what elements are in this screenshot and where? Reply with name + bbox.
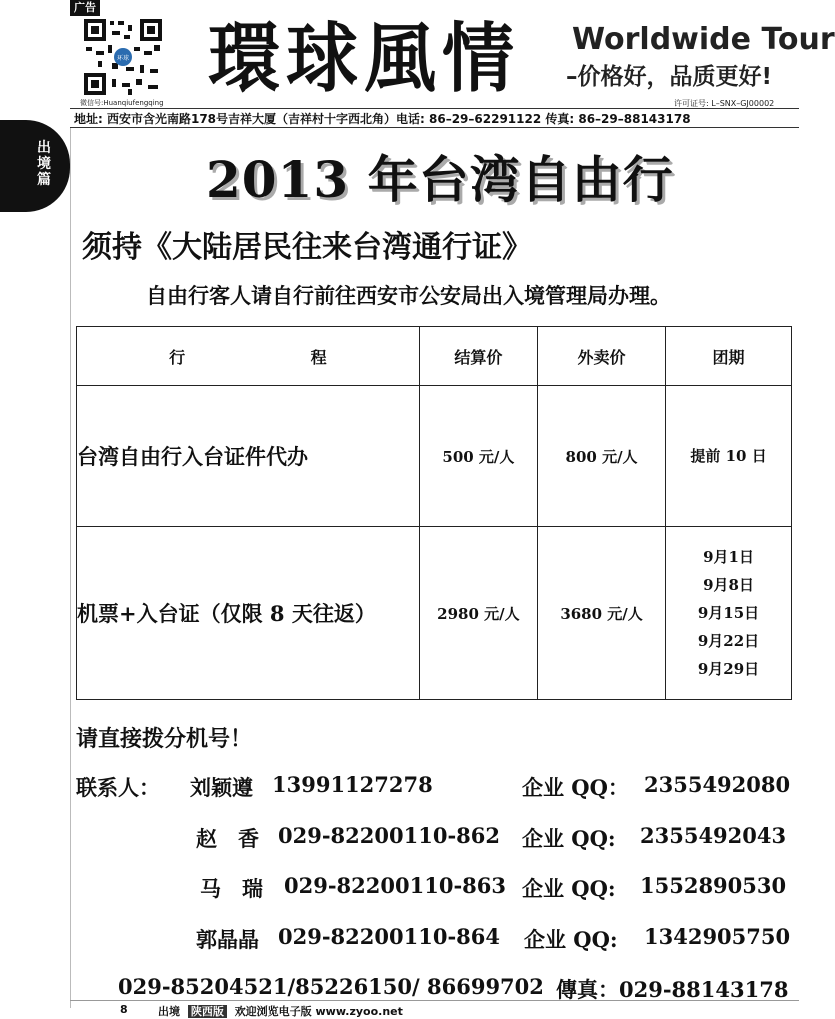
page-subtitle: 须持《大陆居民往来台湾通行证》 — [82, 230, 532, 265]
departure-date: 9月8日 — [703, 576, 754, 594]
settle-price-cell: 500 元/人 — [419, 386, 537, 527]
margin-divider — [70, 128, 71, 1008]
wechat-id: 微信号:Huanqiufengqing — [80, 99, 164, 107]
retail-price-cell: 3680 元/人 — [538, 527, 666, 700]
qq-label: 企业 QQ: — [522, 876, 616, 901]
contact-phone: 029-82200110-864 — [278, 924, 500, 949]
section-side-label: 出境篇 — [37, 140, 51, 188]
address-line: 地址: 西安市含光南路178号吉祥大厦（吉祥村十字西北角）电话: 86–29–62291122 传真: 86–29–88143178 — [70, 108, 799, 128]
footer-section: 出境 — [158, 1005, 180, 1018]
brand-english: Worldwide Tour — [572, 22, 835, 57]
page-number: 8 — [120, 1003, 128, 1016]
dates-cell — [666, 527, 792, 700]
qr-code-icon — [82, 17, 164, 97]
contact-phone: 029-82200110-862 — [278, 823, 500, 848]
svg-text:环球: 环球 — [116, 55, 130, 62]
qq-number: 2355492080 — [644, 772, 791, 797]
qq-number: 1342905750 — [644, 924, 791, 949]
slogan: –价格好，品质更好! — [566, 64, 772, 90]
qq-number: 2355492043 — [640, 823, 787, 848]
route-cell: 机票+入台证（仅限 8 天往返） — [77, 527, 420, 700]
ad-tag: 广告 — [70, 0, 100, 16]
table-row — [77, 386, 792, 527]
qq-number: 1552890530 — [640, 873, 787, 898]
contact-label: 联系人： — [76, 775, 160, 800]
route-cell: 台湾自由行入台证件代办 — [77, 386, 420, 527]
qq-label: 企业 QQ： — [522, 775, 629, 800]
departure-date: 9月15日 — [697, 604, 760, 622]
itinerary-table — [76, 326, 792, 700]
contact-name: 马 瑞 — [200, 876, 263, 901]
fax-number: 傳真：029-88143178 — [556, 977, 789, 1002]
qq-label: 企业 QQ: — [522, 826, 616, 851]
footer-website[interactable]: 欢迎浏览电子版 www.zyoo.net — [234, 1005, 403, 1018]
departure-date: 9月22日 — [697, 632, 760, 650]
retail-price-cell: 800 元/人 — [538, 386, 666, 527]
page-title: 2013 年台湾自由行 — [206, 150, 674, 209]
qq-label: 企业 QQ: — [524, 927, 618, 952]
table-header-row — [77, 327, 792, 386]
contact-phone: 029-82200110-863 — [284, 873, 506, 898]
footer-divider — [70, 1000, 799, 1001]
office-phones: 029-85204521/85226150/ 86699702 — [118, 974, 544, 999]
brand-name: 環球風情 — [208, 12, 521, 103]
contact-phone: 13991127278 — [272, 772, 433, 797]
header-route: 行 程 — [77, 327, 420, 386]
dates-cell: 提前 10 日 — [666, 386, 792, 527]
contact-name: 赵 香 — [196, 826, 259, 851]
settle-price-cell: 2980 元/人 — [419, 527, 537, 700]
departure-date: 9月29日 — [697, 660, 760, 678]
contact-name: 郭晶晶 — [196, 927, 259, 952]
footer-credit — [158, 1003, 403, 1019]
table-row — [77, 527, 792, 700]
dial-note: 请直接拨分机号！ — [76, 727, 253, 752]
departure-date: 9月1日 — [703, 548, 754, 566]
contact-name: 刘颖遵 — [190, 775, 253, 800]
edition-badge: 陕西版 — [188, 1005, 227, 1018]
header-dates: 团期 — [666, 327, 792, 386]
visa-note: 自由行客人请自行前往西安市公安局出入境管理局办理。 — [146, 284, 671, 308]
license-number: 许可证号: L–SNX–GJ00002 — [674, 99, 775, 108]
header-settle-price: 结算价 — [419, 327, 537, 386]
header-retail-price: 外卖价 — [538, 327, 666, 386]
